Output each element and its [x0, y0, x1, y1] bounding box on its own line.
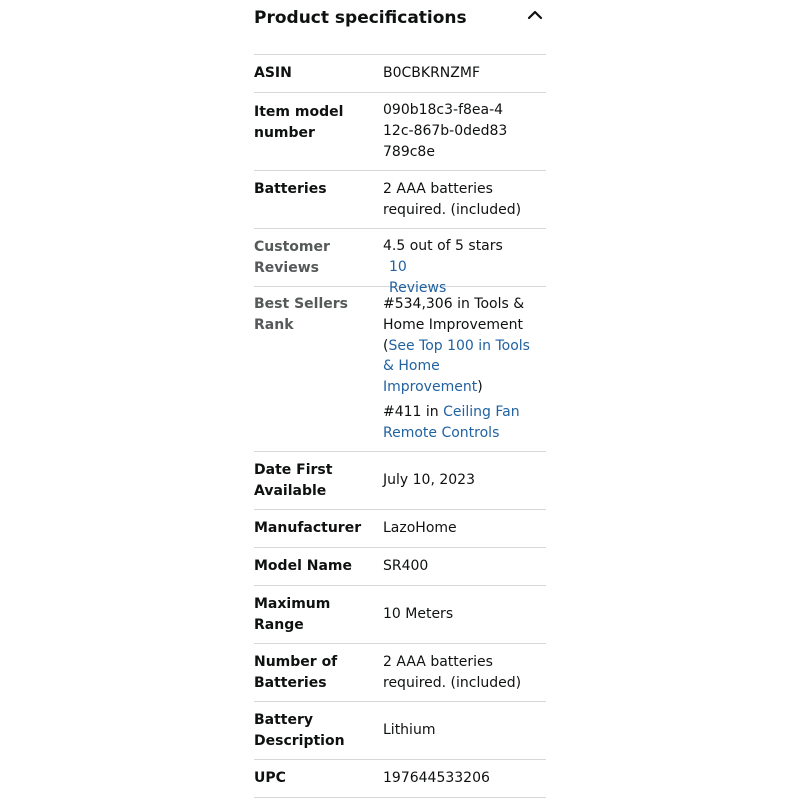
- section-title: Product specifications: [254, 8, 467, 28]
- spec-value: 090b18c3-f8ea-412c-867b-0ded83789c8e: [383, 102, 508, 160]
- rating-text: 4.5 out of 5 stars: [383, 238, 503, 254]
- spec-row-battery-description: [254, 702, 546, 760]
- spec-label: UPC: [254, 770, 286, 787]
- rank-text: #411 in: [383, 403, 444, 420]
- reviews-link[interactable]: 10 Reviews: [389, 258, 447, 296]
- spec-label: Number of Batteries: [254, 653, 338, 691]
- close-paren: ): [477, 379, 483, 396]
- spec-label: Batteries: [254, 181, 327, 197]
- spec-row-maximum-range: [254, 586, 546, 644]
- spec-value: B0CBKRNZMF: [383, 65, 480, 82]
- spec-label: Manufacturer: [254, 520, 362, 537]
- spec-row-date-first-available: [254, 452, 546, 510]
- spec-value: 197644533206: [383, 770, 490, 787]
- spec-label: ASIN: [254, 65, 292, 82]
- spec-row-upc: [254, 760, 546, 798]
- spec-value: LazoHome: [383, 520, 457, 537]
- spec-value: 2 AAA batteries required. (included): [383, 653, 522, 691]
- spec-row-asin: [254, 55, 546, 93]
- spec-row-item-model-number: [254, 93, 546, 171]
- spec-label: Item model number: [254, 104, 344, 141]
- spec-label: Date First Available: [254, 461, 333, 499]
- spec-label: Battery Description: [254, 711, 345, 749]
- spec-row-model-name: [254, 548, 546, 586]
- rank-line: [383, 402, 543, 444]
- rank-text: #534,306 in Tools & Home Improvement: [383, 296, 525, 333]
- product-specifications-section: [254, 0, 546, 798]
- spec-value: 10 Meters: [383, 606, 454, 623]
- spec-value: 2 AAA batteries required. (included): [383, 180, 522, 218]
- see-top-100-link[interactable]: See Top 100 in Tools & Home Improvement: [383, 337, 530, 396]
- spec-value: [383, 294, 543, 444]
- spec-value: July 10, 2023: [383, 472, 475, 489]
- spec-label: Model Name: [254, 558, 352, 575]
- spec-value: Lithium: [383, 722, 436, 739]
- spec-row-batteries: [254, 171, 546, 229]
- section-header[interactable]: [254, 0, 546, 55]
- rank-line: [383, 294, 543, 398]
- spec-label: Best Sellers Rank: [254, 296, 348, 333]
- spec-value: [383, 236, 546, 298]
- category-link[interactable]: Ceiling Fan Remote Controls: [383, 403, 520, 441]
- spec-row-manufacturer: [254, 510, 546, 548]
- open-paren: (: [383, 337, 389, 354]
- spec-label: Maximum Range: [254, 595, 331, 633]
- chevron-up-icon[interactable]: [524, 4, 546, 26]
- spec-value: SR400: [383, 558, 429, 575]
- spec-row-best-sellers-rank: [254, 287, 546, 452]
- spec-row-number-of-batteries: [254, 644, 546, 702]
- spec-label: Customer Reviews: [254, 238, 330, 276]
- spec-row-customer-reviews: [254, 229, 546, 296]
